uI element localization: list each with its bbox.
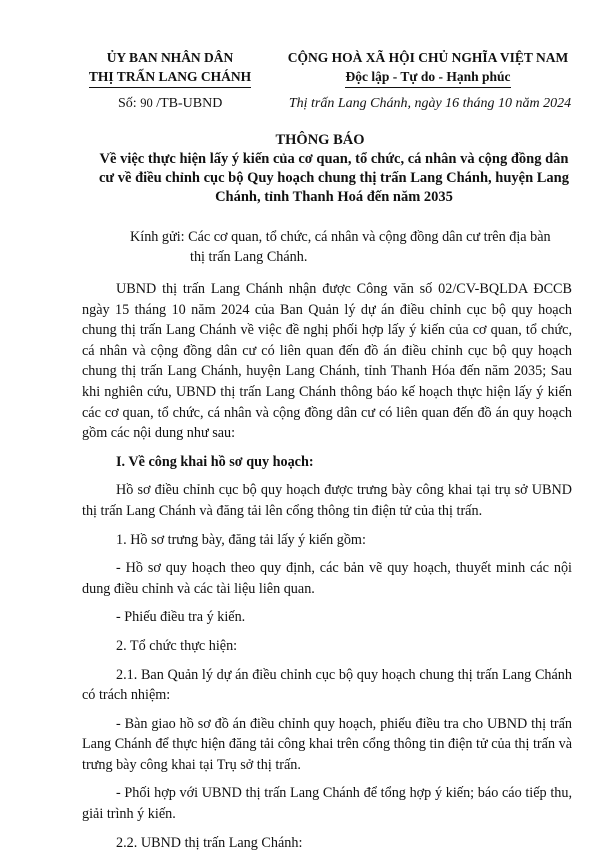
document-subject: Về việc thực hiện lấy ý kiến của cơ quan, tổ chức, cá nhân và cộng đồng dân cư về điều chỉnh cục bộ Quy hoạch chung thị trấn Lang Chánh, huyện Lang Chánh, tỉnh Thanh Hoá đến năm 2035: [99, 151, 569, 205]
issuing-organization: [70, 48, 270, 88]
nation-motto: Độc lập - Tự do - Hạnh phúc: [345, 67, 510, 88]
item-2-1-heading: 2.1. Ban Quản lý dự án điều chỉnh cục bộ quy hoạch chung thị trấn Lang Chánh có trách nhiệm:: [82, 666, 572, 704]
item-2-2-heading: 2.2. UBND thị trấn Lang Chánh:: [116, 834, 303, 851]
org-line-2: THỊ TRẤN LANG CHÁNH: [89, 67, 251, 88]
item-2-1-bullet-1: - Bàn giao hồ sơ đồ án điều chỉnh quy hoạch, phiếu điều tra cho UBND thị trấn Lang Chánh để thực hiện đăng tải công khai trên cổng thông tin điện tử của thị trấn và trưng bày công khai tại Trụ sở thị trấn.: [82, 715, 572, 773]
nation-line-1: CỘNG HOÀ XÃ HỘI CHỦ NGHĨA VIỆT NAM: [287, 50, 569, 65]
document-number-value: 90: [140, 96, 153, 110]
document-number-suffix: /TB-UBND: [156, 96, 223, 111]
org-line-1: ỦY BAN NHÂN DÂN: [106, 50, 234, 65]
item-1-bullet-2: - Phiếu điều tra ý kiến.: [116, 609, 246, 626]
paragraph-intro: UBND thị trấn Lang Chánh nhận được Công văn số 02/CV-BQLDA ĐCCB ngày 15 tháng 10 năm 2024 của Ban Quản lý dự án điều chỉnh cục bộ quy hoạch chung thị trấn Lang Chánh về việc đề nghị phối hợp lấy ý kiến của cơ quan, tổ chức, cá nhân và cộng đồng dân cư có liên quan đến đồ án điều chỉnh cục bộ quy hoạch chung thị trấn Lang Chánh, huyện Lang Chánh, tỉnh Thanh Hóa đến năm 2035; Sau khi nghiên cứu, UBND thị trấn Lang Chánh thông báo kế hoạch thực hiện lấy ý kiến các cơ quan, tổ chức, cá nhân và cộng đồng dân cư có liên quan đến đồ án quy hoạch gồm các nội dung như sau:: [82, 281, 572, 442]
recipient-line-2: thị trấn Lang Chánh.: [190, 249, 308, 265]
item-1-heading: 1. Hồ sơ trưng bày, đăng tải lấy ý kiến gồm:: [116, 531, 366, 548]
document-number: [118, 96, 222, 112]
recipient-line-1: Kính gửi: Các cơ quan, tổ chức, cá nhân và cộng đồng dân cư trên địa bàn: [130, 229, 551, 245]
paragraph-public-display: Hồ sơ điều chỉnh cục bộ quy hoạch được trưng bày công khai tại trụ sở UBND thị trấn Lang Chánh và đăng tải lên cổng thông tin điện tử của thị trấn.: [82, 482, 572, 519]
item-1-bullet-1: - Hồ sơ quy hoạch theo quy định, các bản vẽ quy hoạch, thuyết minh các nội dung điều chỉnh và các tài liệu liên quan.: [82, 560, 572, 597]
document-body: [82, 279, 572, 853]
item-2-1-bullet-2: - Phối hợp với UBND thị trấn Lang Chánh để tổng hợp ý kiến; báo cáo tiếp thu, giải trình ý kiến.: [82, 785, 572, 823]
document-number-prefix: Số:: [118, 96, 137, 111]
section-heading-1: I. Về công khai hồ sơ quy hoạch:: [116, 453, 314, 470]
national-header: [270, 48, 586, 88]
item-2-heading: 2. Tổ chức thực hiện:: [116, 637, 238, 654]
document-title: THÔNG BÁO: [275, 132, 365, 148]
recipient-block: [130, 227, 570, 267]
place-and-date: Thị trấn Lang Chánh, ngày 16 tháng 10 năm 2024: [288, 96, 572, 111]
